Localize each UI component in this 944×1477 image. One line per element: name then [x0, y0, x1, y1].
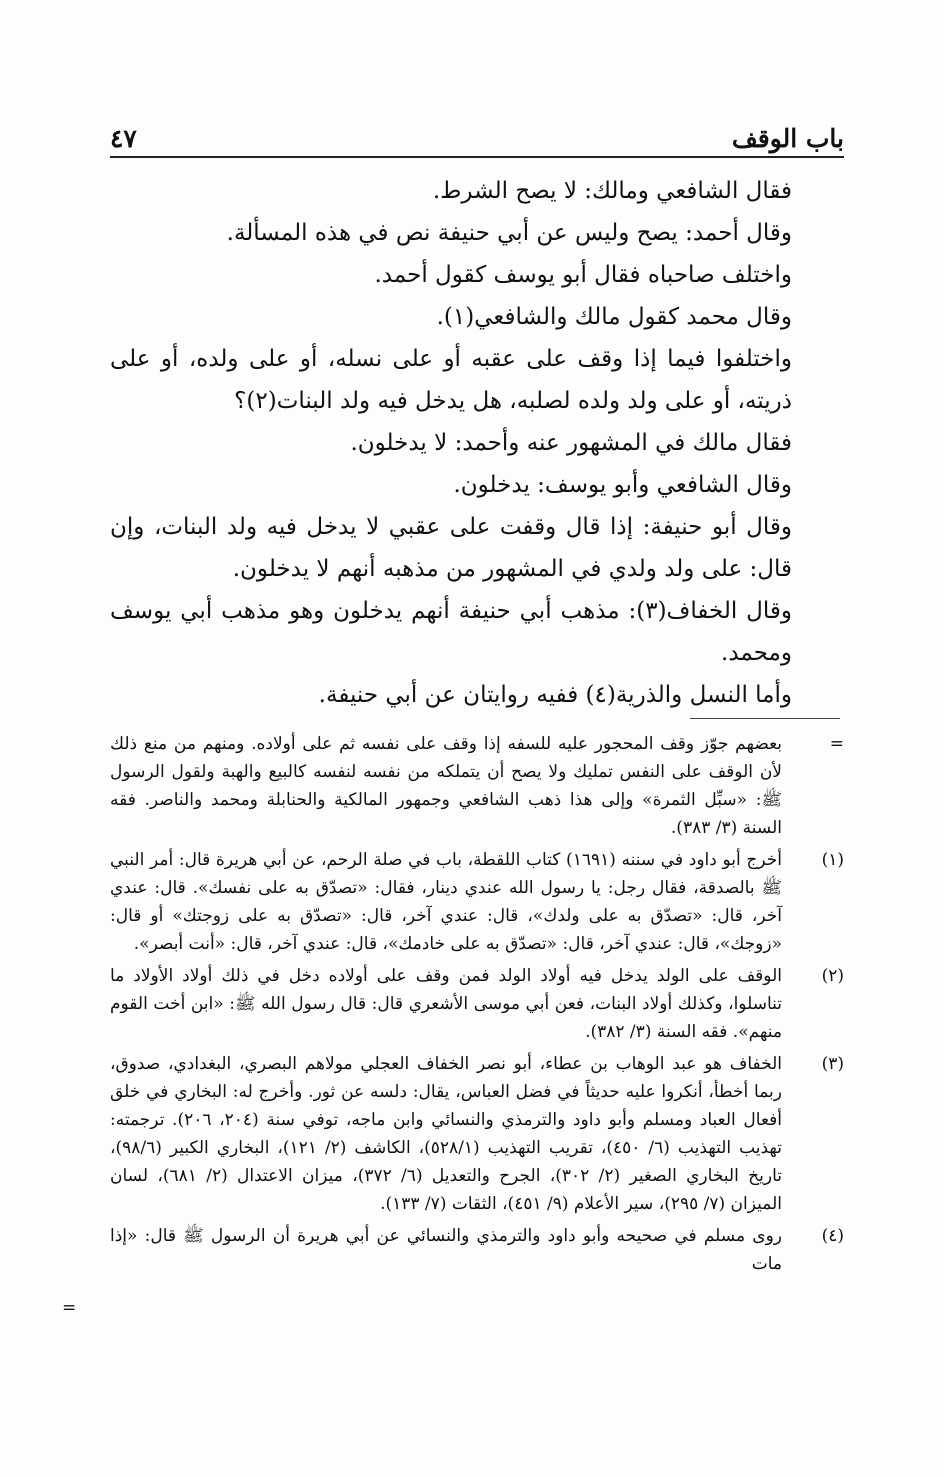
footnote-text: الخفاف هو عبد الوهاب بن عطاء، أبو نصر الخفاف العجلي مولاهم البصري، البغدادي، صدوق، ربما أخطأ، أنكروا عليه حديثاً في فضل العباس، يقال: دلسه عن ثور. وأخرج له: البخاري في خلق أفعال العباد ومسلم وأبو داود والترمذي والنسائي وابن ماجه، توفي سنة (٢٠٤، ٢٠٦). ترجمته: تهذيب التهذيب (٦/ ٤٥٠)، تقريب التهذيب (٥٢٨/١)، الكاشف (٢/ ١٢١)، البخاري الكبير (٩٨/٦)، تاريخ البخاري الصغير (٢/ ٣٠٢)، الجرح والتعديل (٦/ ٣٧٢)، ميزان الاعتدال (٢/ ٦٨١)، لسان الميزان (٧/ ٢٩٥)، سير الأعلام (٩/ ٤٥١)، الثقات (٧/ ١٣٣). — [110, 1054, 783, 1214]
paragraph: وقال الشافعي وأبو يوسف: يدخلون. — [453, 472, 792, 498]
paragraph: وقال محمد كقول مالك والشافعي(١). — [436, 304, 792, 330]
footnote-mark: (٢) — [821, 966, 844, 986]
page-number: ٤٧ — [110, 124, 137, 153]
main-text — [110, 170, 844, 716]
footnote-separator — [690, 718, 840, 719]
footnote-4 — [110, 1222, 844, 1278]
paragraph: وقال أحمد: يصح وليس عن أبي حنيفة نص في هذه المسألة. — [226, 220, 792, 246]
footnote-continued — [110, 730, 844, 842]
header-rule — [110, 156, 844, 158]
footnote-mark: (١) — [821, 850, 844, 870]
footnote-text: روى مسلم في صحيحه وأبو داود والترمذي والنسائي عن أبي هريرة أن الرسول ﷺ قال: «إذا مات — [110, 1226, 782, 1274]
continuation-mark: = — [62, 1298, 77, 1318]
footnote-2 — [110, 962, 844, 1046]
paragraph: فقال الشافعي ومالك: لا يصح الشرط. — [432, 178, 792, 204]
running-title: باب الوقف — [731, 124, 844, 153]
paragraph: فقال مالك في المشهور عنه وأحمد: لا يدخلون. — [350, 430, 792, 456]
footnotes — [110, 730, 844, 1282]
page-header — [110, 122, 844, 156]
paragraph: وقال الخفاف(٣): مذهب أبي حنيفة أنهم يدخلون وهو مذهب أبي يوسف ومحمد. — [110, 598, 792, 666]
paragraph: وأما النسل والذرية(٤) ففيه روايتان عن أبي حنيفة. — [318, 682, 792, 708]
footnote-text: الوقف على الولد يدخل فيه أولاد الولد فمن وقف على أولاده دخل في ذلك أولاد الأولاد ما تناسلوا، وكذلك أولاد البنات، فعن أبي موسى الأشعري قال: قال رسول الله ﷺ: «ابن أخت القوم منهم». فقه السنة (٣/ ٣٨٢). — [110, 966, 782, 1042]
footnote-3 — [110, 1050, 844, 1218]
footnote-mark: (٣) — [821, 1054, 844, 1074]
paragraph: واختلفوا فيما إذا وقف على عقبه أو على نسله، أو على ولده، أو على ذريته، أو على ولد ولده لصلبه، هل يدخل فيه ولد البنات(٢)؟ — [110, 346, 792, 414]
footnote-1 — [110, 846, 844, 958]
paragraph: واختلف صاحباه فقال أبو يوسف كقول أحمد. — [374, 262, 792, 288]
footnote-text: أخرج أبو داود في سننه (١٦٩١) كتاب اللقطة، باب في صلة الرحم، عن أبي هريرة قال: أمر النبي ﷺ بالصدقة، فقال رجل: يا رسول الله عندي دينار، فقال: «تصدّق به على نفسك». قال: عندي آخر، قال: «تصدّق به على ولدك»، قال: عندي آخر، قال: «تصدّق به على زوجتك» أو قال: «زوجك»، قال: عندي آخر، قال: «تصدّق به على خادمك»، قال: عندي آخر، قال: «أنت أبصر». — [110, 850, 782, 954]
paragraph: وقال أبو حنيفة: إذا قال وقفت على عقبي لا يدخل فيه ولد البنات، وإن قال: على ولد ولدي في المشهور من مذهبه أنهم لا يدخلون. — [110, 514, 792, 582]
footnote-text: بعضهم جوّز وقف المحجور عليه للسفه إذا وقف على نفسه ثم على أولاده. ومنهم من منع ذلك لأن الوقف على النفس تمليك ولا يصح أن يتملكه من نفسه لنفسه كالبيع والهبة ولقول الرسول ﷺ: «سبِّل الثمرة» وإلى هذا ذهب الشافعي وجمهور المالكية والحنابلة ومحمد والناصر. فقه السنة (٣/ ٣٨٣). — [110, 734, 782, 838]
footnote-mark: = — [829, 734, 844, 754]
footnote-mark: (٤) — [821, 1226, 844, 1246]
